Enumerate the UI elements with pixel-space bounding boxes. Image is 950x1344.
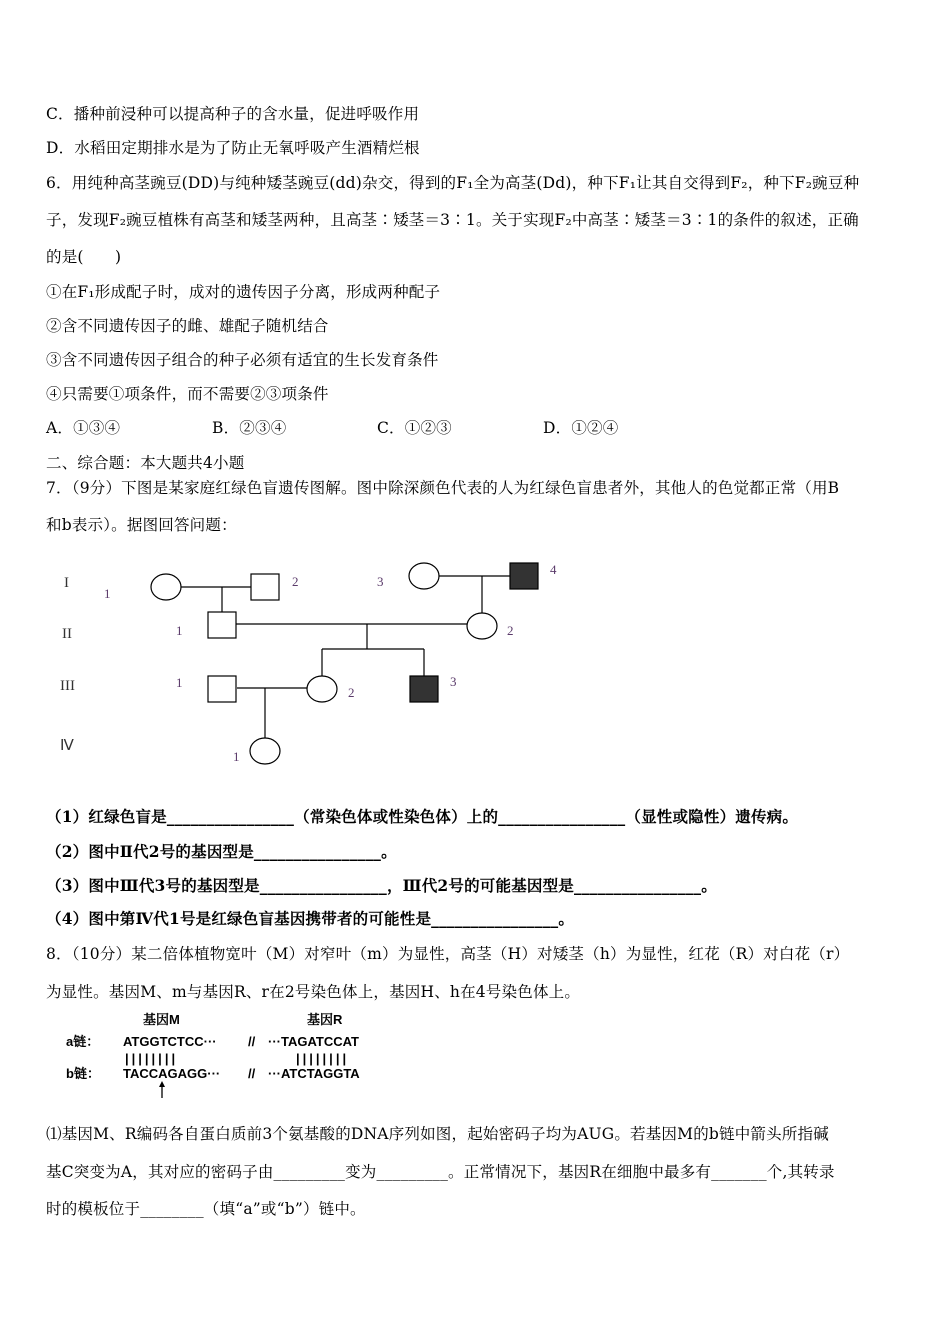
a-strand-label: a链： [66,1034,100,1049]
q8-sub1-line3: 时的模板位于________（填“a”或“b”）链中。 [46,1200,366,1218]
b-strand-label: b链： [66,1066,100,1081]
gen1-male-4-affected [510,563,538,589]
q6-choices [46,416,618,438]
q6-choice-a: A．①③④ [46,419,121,437]
gen-label-4: Ⅳ [60,738,74,754]
q7-sub1: （1）红绿色盲是________________（常染色体或性染色体）上的________________（显性或隐性）遗传病。 [46,807,799,826]
gene-r-label: 基因R [307,1012,343,1027]
pedigree-lines [180,576,510,738]
a-strand-seq-right: ···TAGATCCAT [268,1034,359,1049]
num-g1-2: 2 [292,574,299,589]
q8-sub1-line2: 基C突变为A，其对应的密码子由_________变为_________。正常情况下，基因R在细胞中最多有_______个,其转录 [46,1163,835,1181]
gen2-male-1 [208,612,236,638]
gen1-female-1 [151,574,181,600]
num-g3-3: 3 [450,674,457,689]
gen3-female-2 [307,676,337,702]
q6-stem-line2: 子，发现F₂豌豆植株有高茎和矮茎两种，且高茎∶矮茎＝3∶1。关于实现F₂中高茎∶矮茎＝3∶1的条件的叙述，正确 [46,211,859,229]
q8-stem-line1: 8．（10分）某二倍体植物宽叶（M）对窄叶（m）为显性，高茎（H）对矮茎（h）为显性，红花（R）对白花（r） [46,945,850,963]
b-strand-seq-left: TACCAGAGG··· [123,1066,221,1081]
gen1-male-2 [251,574,279,600]
num-g4-1: 1 [233,749,240,764]
q7-sub3: （3）图中Ⅲ代3号的基因型是________________，Ⅲ代2号的可能基因型是________________。 [46,876,717,895]
q6-item-1: ①在F₁形成配子时，成对的遗传因子分离，形成两种配子 [46,283,441,301]
gen2-female-2 [467,613,497,639]
gen1-female-3 [409,563,439,589]
num-g2-2: 2 [507,623,514,638]
q8-stem-line2: 为显性。基因M、m与基因R、r在2号染色体上，基因H、h在4号染色体上。 [46,983,581,1001]
gene-m-label: 基因M [143,1012,180,1027]
bonds-right: |||||||| [296,1051,350,1066]
gen-label-2: II [62,626,72,642]
q6-stem-line1: 6．用纯种高茎豌豆(DD)与纯种矮茎豌豆(dd)杂交，得到的F₁全为高茎(Dd)，种下F₁让其自交得到F₂，种下F₂豌豆种 [46,174,860,192]
num-g2-1: 1 [176,623,183,638]
b-strand-break: // [248,1066,256,1081]
b-strand-seq-right: ···ATCTAGGTA [268,1066,360,1081]
pedigree-chart [0,550,950,790]
q6-item-4: ④只需要①项条件，而不需要②③项条件 [46,385,329,403]
gen-label-3: III [60,678,75,694]
q6-choice-d: D．①②④ [543,419,619,437]
gen3-male-3-affected [410,676,438,702]
num-g1-3: 3 [377,574,384,589]
num-g1-1: 1 [104,586,111,601]
a-strand-seq-left: ATGGTCTCC··· [123,1034,217,1049]
gen3-male-1 [208,676,236,702]
q5-option-c: C．播种前浸种可以提高种子的含水量，促进呼吸作用 [46,105,420,123]
q7-sub4: （4）图中第Ⅳ代1号是红绿色盲基因携带者的可能性是________________。 [46,909,575,928]
bonds-left: |||||||| [125,1051,179,1066]
q6-item-3: ③含不同遗传因子组合的种子必须有适宜的生长发育条件 [46,351,439,369]
q6-choice-b: B．②③④ [212,419,287,437]
a-strand-break: // [248,1034,256,1049]
num-g3-2: 2 [348,685,355,700]
gen-label-1: I [64,575,69,591]
q6-stem-line3: 的是( ) [46,248,122,266]
q6-choice-c: C．①②③ [377,419,452,437]
mutation-arrow-icon [159,1081,165,1098]
q7-stem-line1: 7．（9分）下图是某家庭红绿色盲遗传图解。图中除深颜色代表的人为红绿色盲患者外，其他人的色觉都正常（用B [46,479,840,497]
q5-option-d: D．水稻田定期排水是为了防止无氧呼吸产生酒精烂根 [46,139,420,157]
gen4-female-1 [250,738,280,764]
q8-sub1-line1: ⑴基因M、R编码各自蛋白质前3个氨基酸的DNA序列如图，起始密码子均为AUG。若基因M的b链中箭头所指碱 [46,1125,829,1143]
num-g1-4: 4 [550,562,557,577]
num-g3-1: 1 [176,675,183,690]
q7-stem-line2: 和b表示）。据图回答问题： [46,516,237,534]
section-heading: 二、综合题：本大题共4小题 [46,454,245,472]
q6-item-2: ②含不同遗传因子的雌、雄配子随机结合 [46,317,329,335]
q7-sub2: （2）图中Ⅱ代2号的基因型是________________。 [46,842,397,861]
dna-figure [60,1008,420,1100]
